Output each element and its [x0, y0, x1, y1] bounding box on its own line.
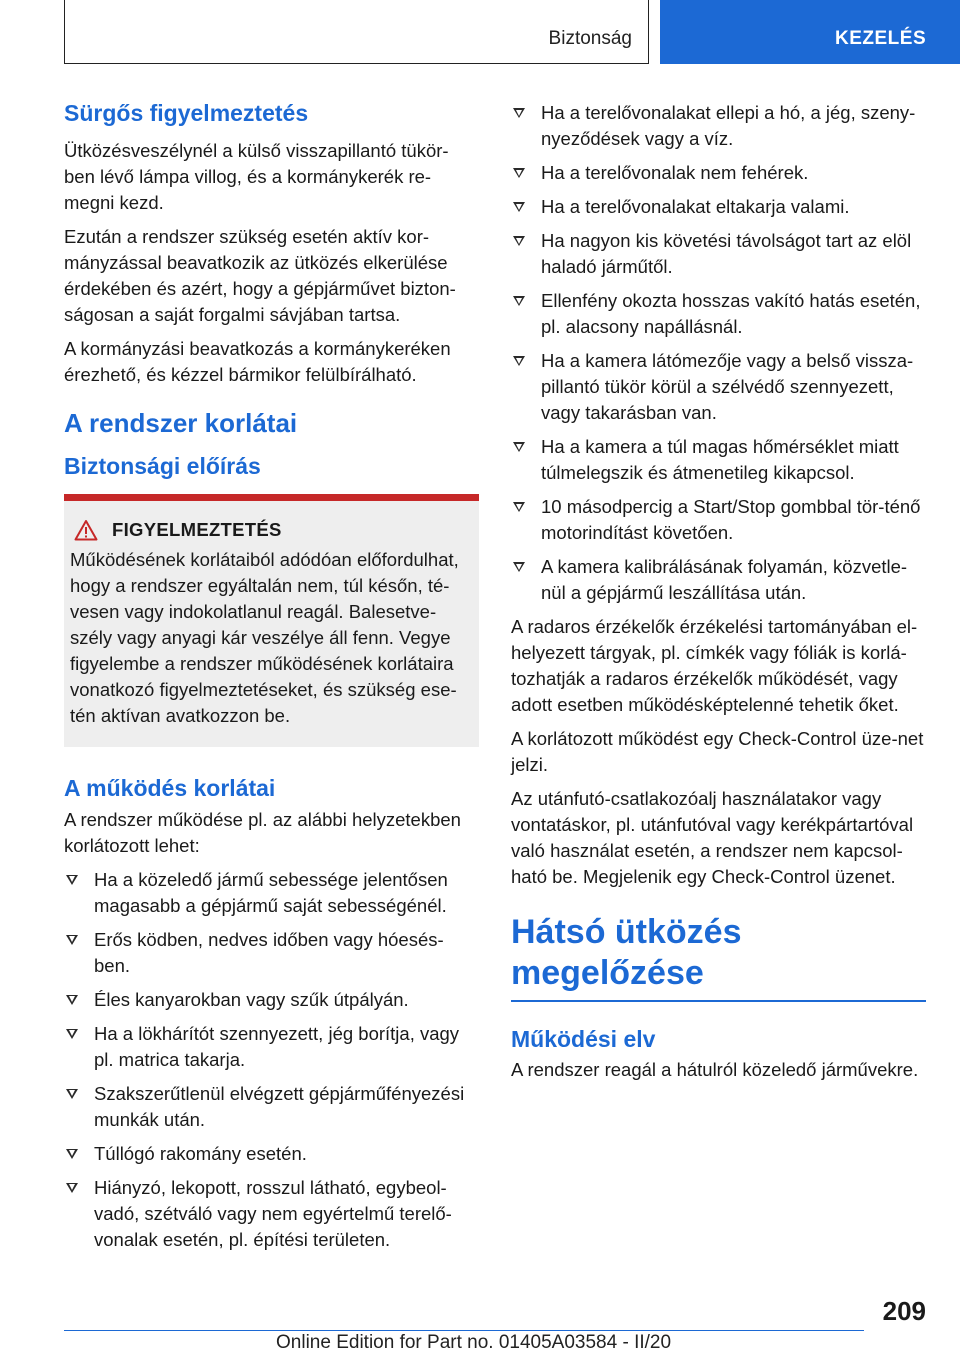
- paragraph: A radaros érzékelők érzékelési tartományában el-helyezett tárgyak, pl. címkék vagy fóliák is korlá-tozhatják a radaros érzékelők működését, vagy adott esetben működésképtelenné tehetik őket.: [511, 616, 918, 715]
- list-item: Túllógó rakomány esetén.: [64, 1141, 479, 1167]
- paragraph: Ezután a rendszer szükség esetén aktív kor-mányzással beavatkozik az ütközés elkerülése érdekében és azért, hogy a gépjárművet bizton-ságosan a saját forgalmi sávjában tartsa.: [64, 225, 456, 325]
- heading-function-limits: A működés korlátai: [64, 775, 276, 802]
- triangle-bullet-icon: [66, 1149, 78, 1159]
- triangle-bullet-icon: [66, 995, 78, 1005]
- list-item: Erős ködben, nedves időben vagy hóesés-ben.: [64, 927, 479, 979]
- paragraph-intro: A rendszer működése pl. az alábbi helyzetekben korlátozott lehet:: [64, 808, 461, 856]
- triangle-bullet-icon: [513, 296, 525, 306]
- paragraph: Az utánfutó-csatlakozóalj használatakor vagy vontatáskor, pl. utánfutóval vagy kerékpártartóval való használat esetén, a rendszer nem kapcsol-ható be. Megjelenik egy Check-Control üzenet.: [511, 788, 914, 887]
- list-item: 10 másodpercig a Start/Stop gombbal tör-ténő motorindítást követően.: [511, 494, 926, 546]
- triangle-bullet-icon: [66, 1183, 78, 1193]
- warning-header: [74, 519, 473, 541]
- list-item: Ha a közeledő jármű sebessége jelentősen magasabb a gépjármű saját sebességénél.: [64, 867, 479, 919]
- left-column: [64, 100, 479, 1261]
- page-number: 209: [882, 1296, 926, 1326]
- paragraph: Ütközésveszélynél a külső visszapillantó tükör-ben lévő lámpa villog, és a kormánykerék re-megni kezd.: [64, 139, 449, 213]
- paragraph: A kormányzási beavatkozás a kormánykeréken érezhető, és kézzel bármikor felülbírálható.: [64, 337, 451, 385]
- triangle-bullet-icon: [513, 168, 525, 178]
- section-title: Biztonság: [548, 28, 632, 49]
- list-item: Ha a kamera látómezője vagy a belső vissza-pillantó tükör körül a szélvédő szennyezett, vagy takarásban van.: [511, 348, 926, 426]
- heading-urgent-warning: Sürgős figyelmeztetés: [64, 100, 309, 126]
- list-item: Ha a kamera a túl magas hőmérséklet miatt túlmelegszik és átmenetileg kikapcsol.: [511, 434, 926, 486]
- limits-list-left: [64, 867, 479, 1253]
- triangle-bullet-icon: [66, 1089, 78, 1099]
- paragraph: A korlátozott működést egy Check-Control üze-net jelzi.: [511, 728, 924, 775]
- warning-box: [64, 494, 479, 747]
- list-item: Ha a terelővonalakat eltakarja valami.: [511, 194, 926, 220]
- list-item: Éles kanyarokban vagy szűk útpályán.: [64, 987, 479, 1013]
- limits-list-right: [511, 100, 926, 606]
- triangle-bullet-icon: [513, 442, 525, 452]
- chapter-tab[interactable]: [660, 0, 960, 64]
- list-item: Ellenfény okozta hosszas vakító hatás esetén, pl. alacsony napállásnál.: [511, 288, 926, 340]
- paragraph: A rendszer reagál a hátulról közeledő járművekre.: [511, 1059, 919, 1081]
- triangle-bullet-icon: [513, 562, 525, 572]
- warning-title: FIGYELMEZTETÉS: [112, 519, 282, 541]
- footer-divider: [64, 1330, 864, 1331]
- warning-triangle-icon: [74, 519, 98, 541]
- triangle-bullet-icon: [513, 502, 525, 512]
- triangle-bullet-icon: [513, 202, 525, 212]
- list-item: Hiányzó, lekopott, rosszul látható, egybeol-vadó, szétváló vagy nem egyértelmű terelő-vonalak esetén, pl. építési területen.: [64, 1175, 479, 1253]
- heading-system-limits: A rendszer korlátai: [64, 407, 298, 438]
- warning-text: Működésének korlátaiból adódóan előfordulhat, hogy a rendszer egyáltalán nem, túl későn, té-vesen vagy indokolatlanul reagál. Balesetve-szély vagy anyagi kár veszélye áll fenn. Vegye figyelembe a rendszer működésének korlátaira vonatkozó figyelmeztetéseket, és szükség ese-tén aktívan avatkozzon be.: [70, 549, 459, 727]
- list-item: Ha a terelővonalak nem fehérek.: [511, 160, 926, 186]
- right-column: [511, 100, 926, 1091]
- list-item: Ha a terelővonalakat ellepi a hó, a jég, szeny-nyeződések vagy a víz.: [511, 100, 926, 152]
- triangle-bullet-icon: [513, 236, 525, 246]
- footer-edition: Online Edition for Part no. 01405A03584 - II/20: [276, 1332, 672, 1353]
- triangle-bullet-icon: [513, 356, 525, 366]
- list-item: Ha nagyon kis követési távolságot tart az elöl haladó járműtől.: [511, 228, 926, 280]
- triangle-bullet-icon: [513, 108, 525, 118]
- heading-operating-principle: Működési elv: [511, 1025, 656, 1052]
- triangle-bullet-icon: [66, 875, 78, 885]
- chapter-title: KEZELÉS: [835, 28, 927, 49]
- triangle-bullet-icon: [66, 1029, 78, 1039]
- list-item: A kamera kalibrálásának folyamán, közvetle-nül a gépjármű leszállítása után.: [511, 554, 926, 606]
- heading-rear-collision: Hátsó ütközés megelőzése: [511, 912, 926, 1002]
- header-section-box: [64, 0, 649, 64]
- list-item: Ha a lökhárítót szennyezett, jég borítja, vagy pl. matrica takarja.: [64, 1021, 479, 1073]
- heading-safety-note: Biztonsági előírás: [64, 452, 261, 479]
- list-item: Szakszerűtlenül elvégzett gépjárműfényezési munkák után.: [64, 1081, 479, 1133]
- triangle-bullet-icon: [66, 935, 78, 945]
